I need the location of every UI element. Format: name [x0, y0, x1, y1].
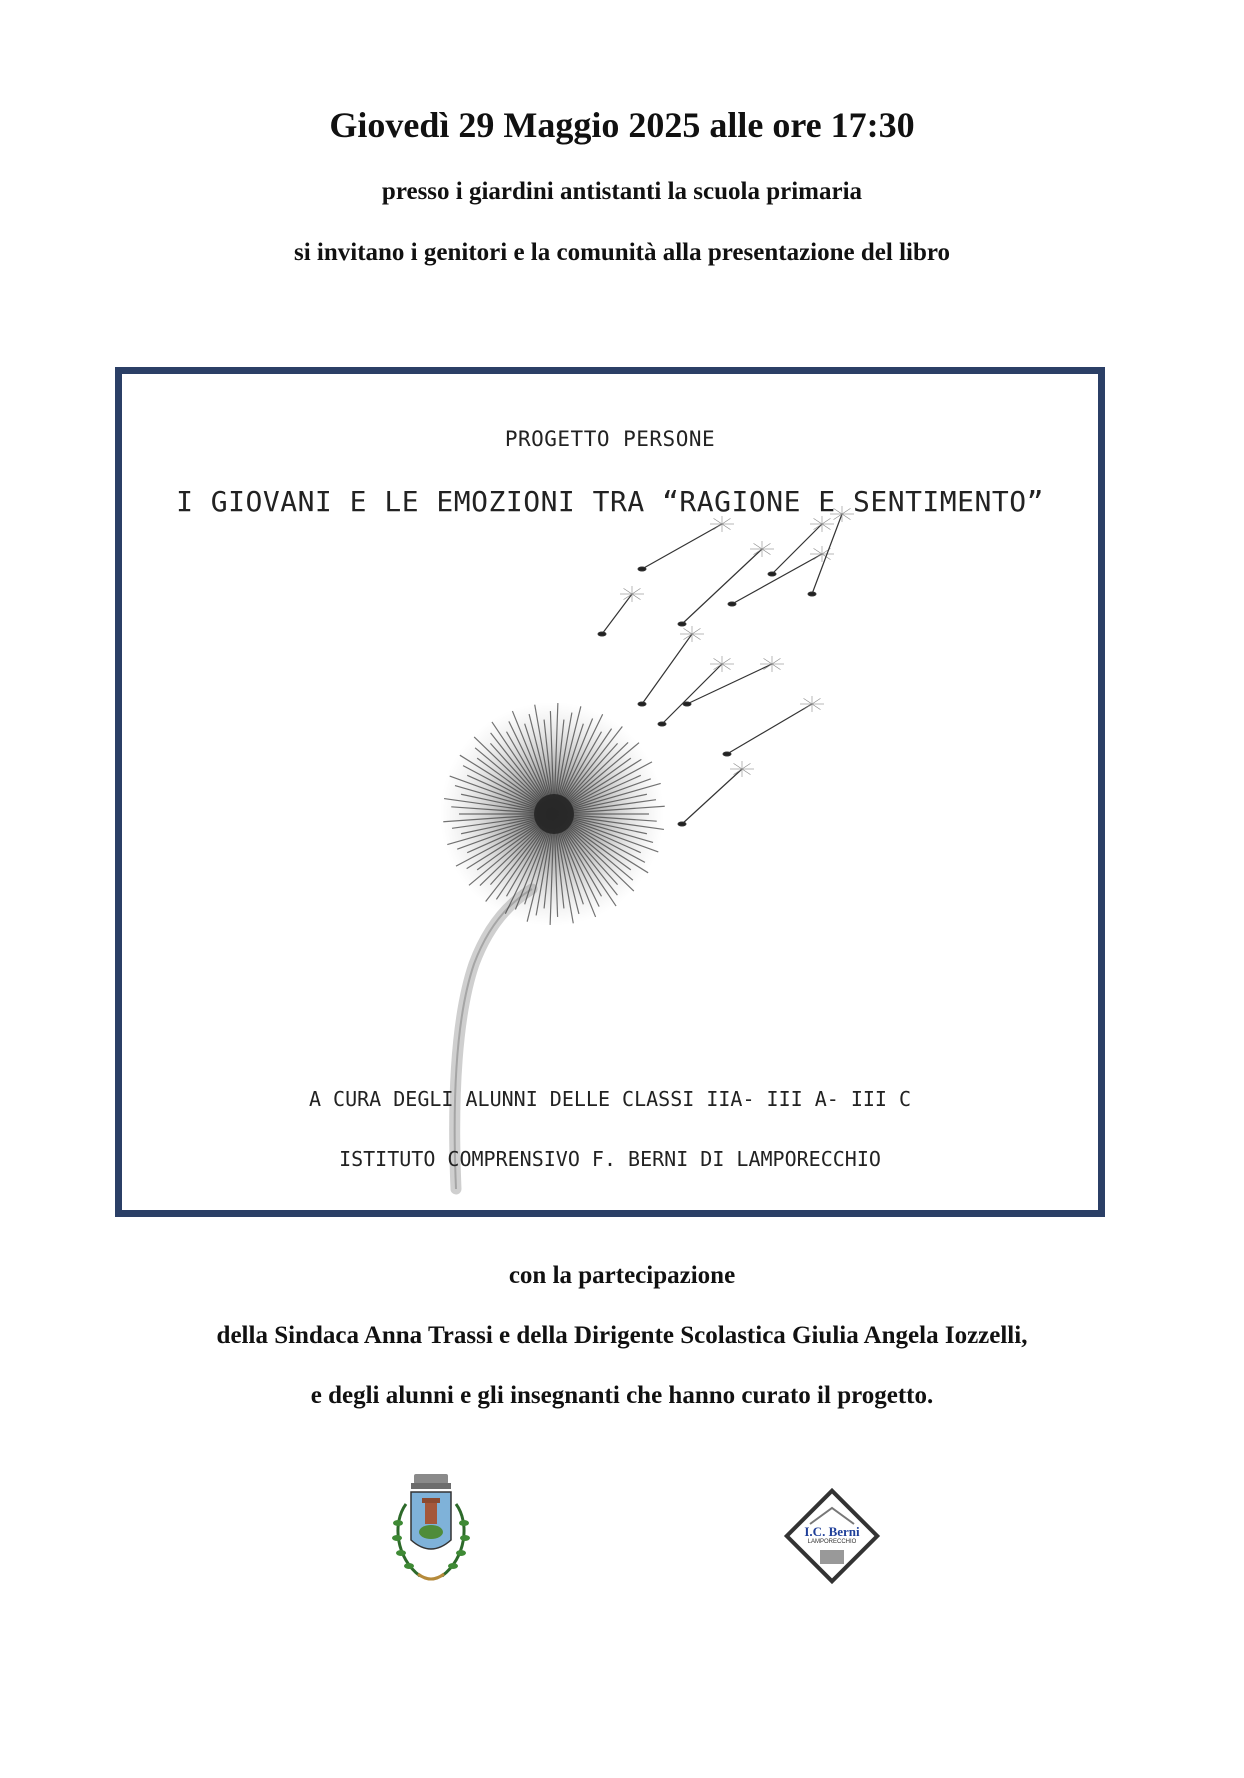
book-cover-frame — [115, 367, 1105, 1217]
school-logo — [780, 1484, 884, 1588]
location-line: presso i giardini antistanti la scuola primaria — [381, 178, 863, 205]
institute-line: ISTITUTO COMPRENSIVO F. BERNI DI LAMPORECCHIO — [339, 1147, 881, 1171]
municipal-coat-of-arms-icon — [378, 1468, 484, 1600]
invite-line: si invitano i genitori e la comunità alla presentazione del libro — [293, 239, 951, 266]
curated-by-line: A CURA DEGLI ALUNNI DELLE CLASSI IIA- III A- III C — [308, 1087, 912, 1111]
participants-line-2: e degli alunni e gli insegnanti che hanno curato il progetto. — [310, 1382, 934, 1409]
book-title: I GIOVANI E LE EMOZIONI TRA “RAGIONE E SENTIMENTO” — [176, 485, 1044, 518]
participants-line: della Sindaca Anna Trassi e della Dirigente Scolastica Giulia Angela Iozzelli, — [216, 1322, 1028, 1349]
project-name: PROGETTO PERSONE — [504, 427, 716, 451]
event-date-heading: Giovedì 29 Maggio 2025 alle ore 17:30 — [329, 105, 915, 145]
school-logo-subtext: LAMPORECCHIO — [807, 1539, 857, 1545]
participation-heading: con la partecipazione — [508, 1262, 736, 1289]
school-logo-text: I.C. Berni — [804, 1524, 860, 1539]
